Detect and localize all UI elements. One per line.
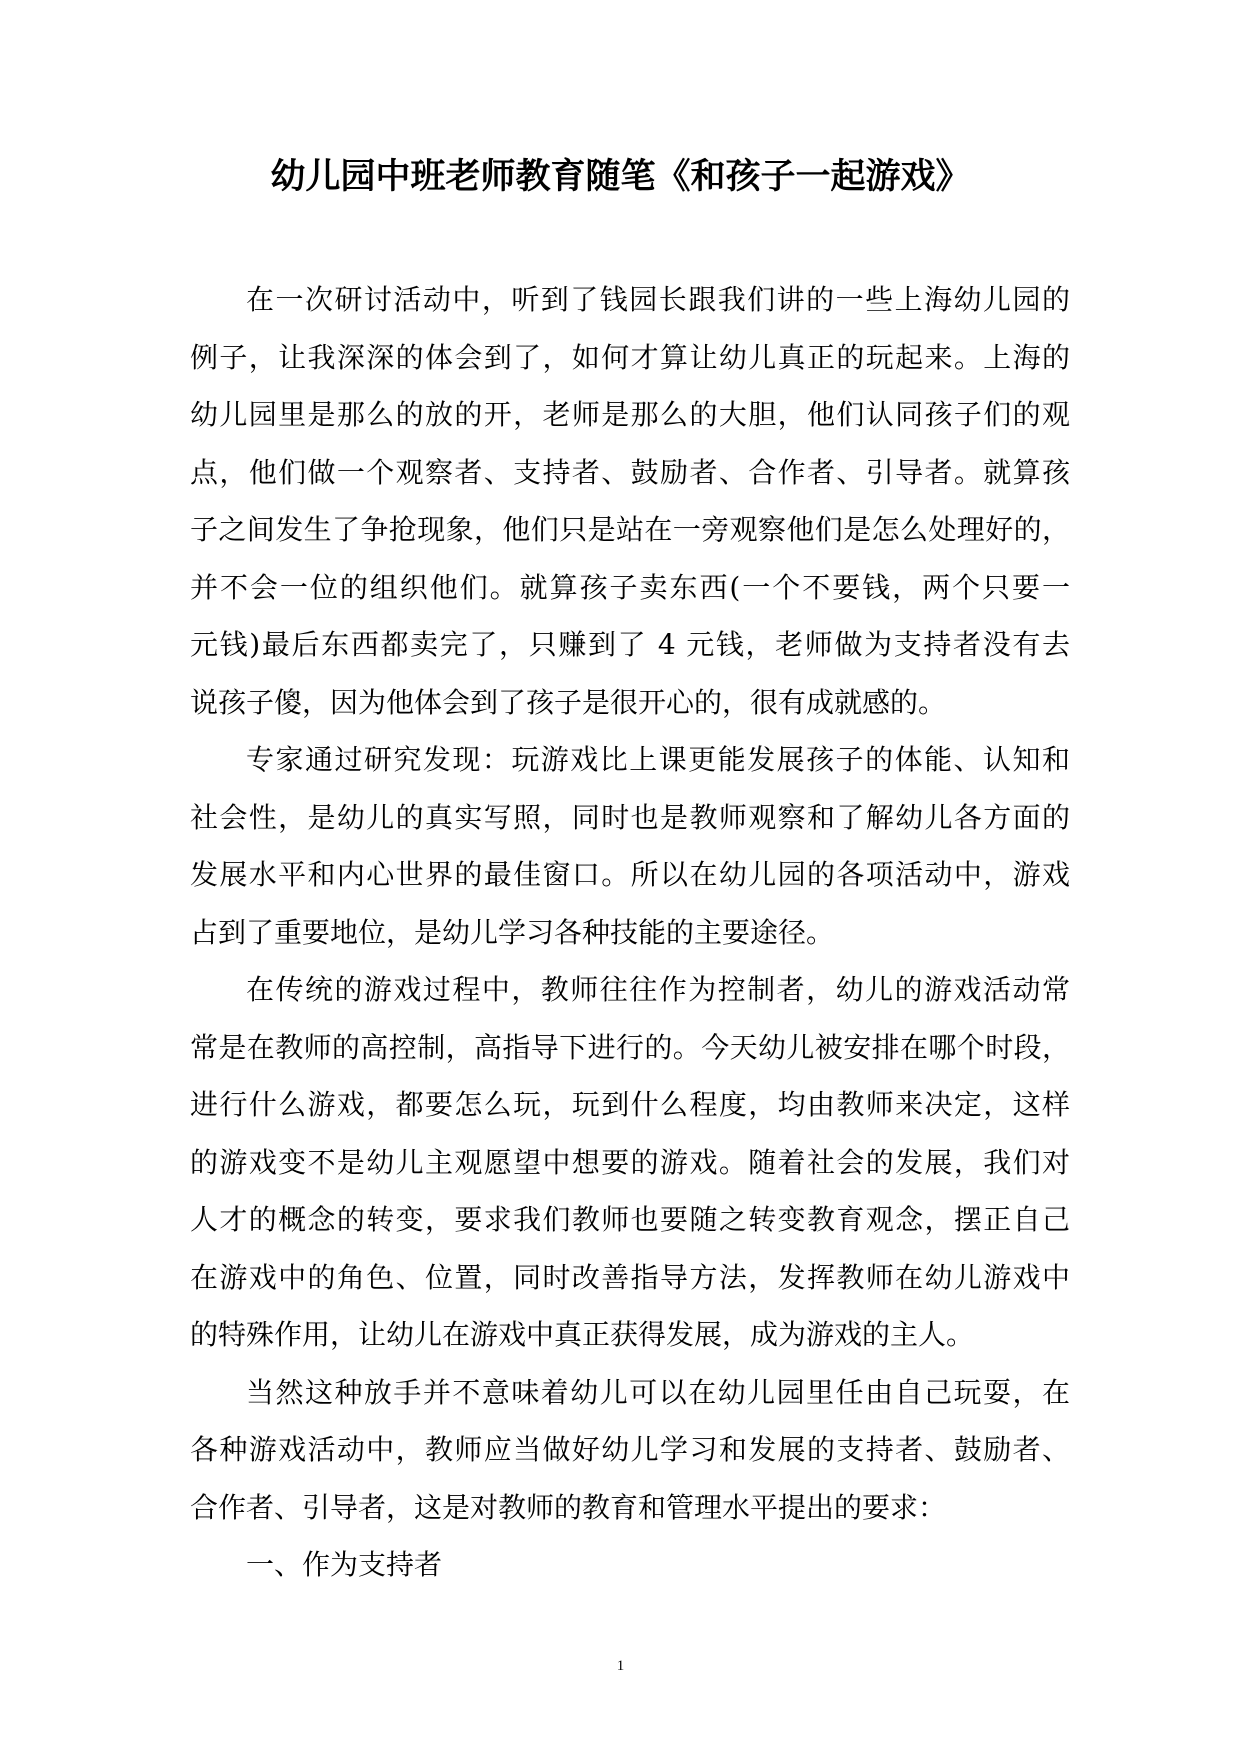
body-line: 点，他们做一个观察者、支持者、鼓励者、合作者、引导者。就算孩 <box>190 455 1070 489</box>
body-line: 元钱)最后东西都卖完了，只赚到了 4 元钱，老师做为支持者没有去 <box>190 628 1070 661</box>
page-number: 1 <box>616 1658 625 1674</box>
body-line: 说孩子傻，因为他体会到了孩子是很开心的，很有成就感的。 <box>190 685 947 719</box>
body-line: 子之间发生了争抢现象，他们只是站在一旁观察他们是怎么处理好的， <box>190 513 1070 546</box>
body-line: 在游戏中的角色、位置，同时改善指导方法，发挥教师在幼儿游戏中 <box>190 1260 1070 1294</box>
body-line: 各种游戏活动中，教师应当做好幼儿学习和发展的支持者、鼓励者、 <box>190 1433 1070 1466</box>
body-line: 常是在教师的高控制，高指导下进行的。今天幼儿被安排在哪个时段， <box>190 1030 1070 1064</box>
body-line: 的游戏变不是幼儿主观愿望中想要的游戏。随着社会的发展，我们对 <box>190 1145 1070 1179</box>
body-line: 例子，让我深深的体会到了，如何才算让幼儿真正的玩起来。上海的 <box>190 340 1070 374</box>
body-line: 在一次研讨活动中，听到了钱园长跟我们讲的一些上海幼儿园的 <box>246 283 1070 316</box>
section-heading: 一、作为支持者 <box>246 1548 443 1581</box>
body-line: 社会性，是幼儿的真实写照，同时也是教师观察和了解幼儿各方面的 <box>190 800 1070 834</box>
body-line: 合作者、引导者，这是对教师的教育和管理水平提出的要求： <box>190 1490 947 1524</box>
body-line: 的特殊作用，让幼儿在游戏中真正获得发展，成为游戏的主人。 <box>190 1318 975 1351</box>
body-line: 幼儿园里是那么的放的开，老师是那么的大胆，他们认同孩子们的观 <box>190 398 1070 431</box>
document-title: 幼儿园中班老师教育随笔《和孩子一起游戏》 <box>270 157 971 197</box>
body-line: 发展水平和内心世界的最佳窗口。所以在幼儿园的各项活动中，游戏 <box>190 858 1070 891</box>
body-line: 当然这种放手并不意味着幼儿可以在幼儿园里任由自己玩耍，在 <box>246 1375 1070 1409</box>
body-line: 并不会一位的组织他们。就算孩子卖东西(一个不要钱，两个只要一 <box>190 570 1070 604</box>
body-line: 人才的概念的转变，要求我们教师也要随之转变教育观念，摆正自己 <box>190 1203 1070 1236</box>
body-line: 专家通过研究发现：玩游戏比上课更能发展孩子的体能、认知和 <box>246 743 1070 776</box>
body-line: 进行什么游戏，都要怎么玩，玩到什么程度，均由教师来决定，这样 <box>190 1088 1070 1121</box>
body-line: 占到了重要地位，是幼儿学习各种技能的主要途径。 <box>190 915 835 949</box>
body-line: 在传统的游戏过程中，教师往往作为控制者，幼儿的游戏活动常 <box>246 973 1070 1006</box>
document-body <box>190 271 1070 1594</box>
